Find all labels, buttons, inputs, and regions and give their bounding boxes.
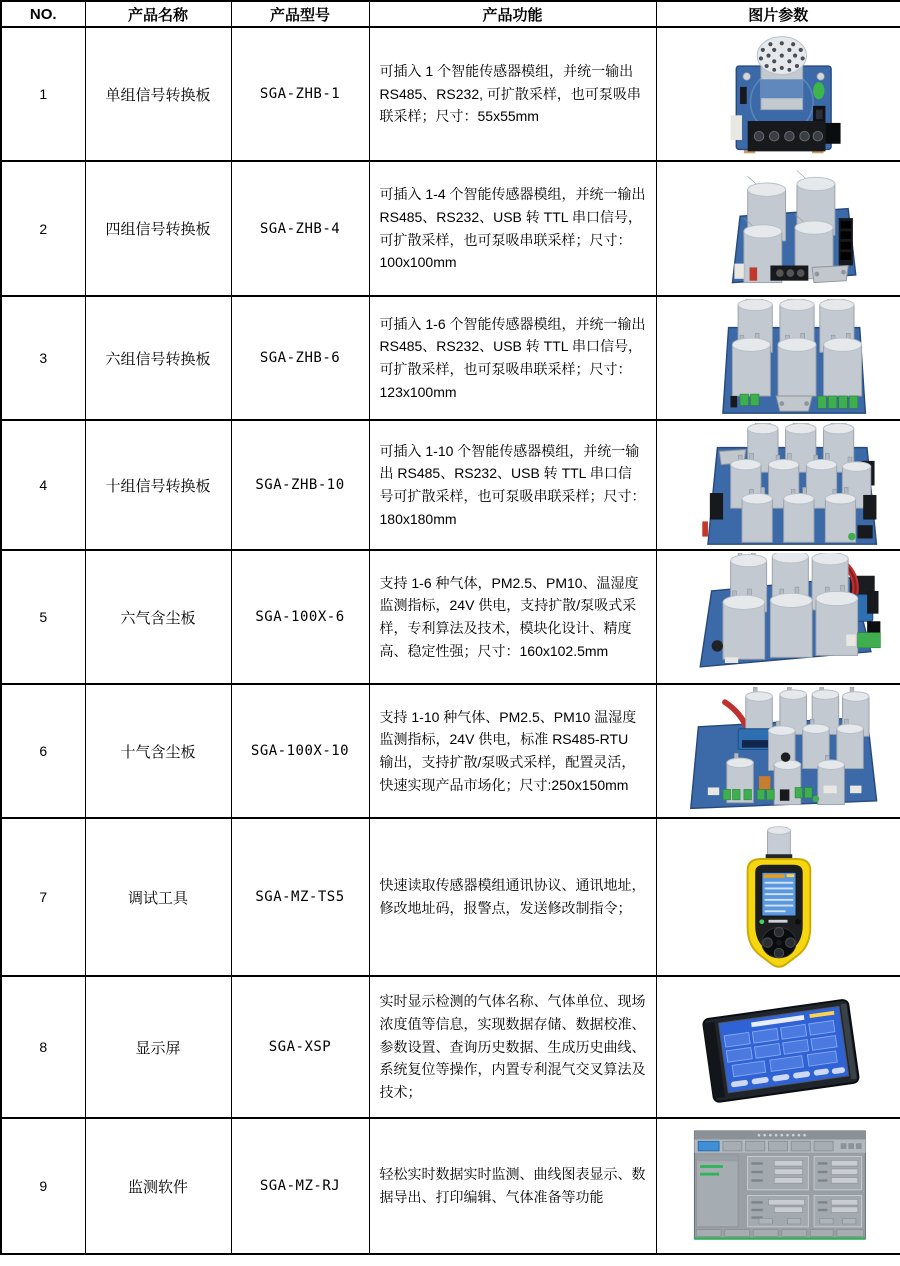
four-signal-converter-board-photo: [664, 165, 892, 293]
table-row: [1, 420, 900, 550]
product-function: 可插入 1-6 个智能传感器模组，并统一输出 RS485、RS232、USB 转 TTL 串口信号，可扩散采样，也可泵吸串联采样；尺寸：123x100mm: [369, 296, 656, 420]
row-number: 1: [1, 27, 85, 161]
product-photo-cell: [656, 420, 900, 550]
row-number: 9: [1, 1118, 85, 1254]
product-function: 可插入 1 个智能传感器模组，并统一输出 RS485、RS232, 可扩散采样，也可泵吸串联采样；尺寸：55x55mm: [369, 27, 656, 161]
product-photo-cell: [656, 1118, 900, 1254]
product-photo-cell: [656, 296, 900, 420]
product-model: SGA-100X-6: [231, 550, 369, 684]
row-number: 7: [1, 818, 85, 976]
product-function: 轻松实时数据实时监测、曲线图表显示、数据导出、打印编辑、气体准备等功能: [369, 1118, 656, 1254]
monitoring-software-photo: [664, 1121, 892, 1251]
header-product-name: 产品名称: [85, 1, 231, 27]
product-name: 十组信号转换板: [85, 420, 231, 550]
row-number: 3: [1, 296, 85, 420]
product-model: SGA-ZHB-6: [231, 296, 369, 420]
product-function: 支持 1-10 种气体、PM2.5、PM10 温湿度监测指标，24V 供电，标准 RS485-RTU 输出，支持扩散/泵吸式采样，配置灵活，快速实现产品市场化；尺寸:250x150mm: [369, 684, 656, 818]
product-function: 可插入 1-4 个智能传感器模组，并统一输出 RS485、RS232、USB 转 TTL 串口信号，可扩散采样，也可泵吸串联采样；尺寸：100x100mm: [369, 161, 656, 296]
table-row: [1, 976, 900, 1118]
product-name: 四组信号转换板: [85, 161, 231, 296]
product-photo-cell: [656, 684, 900, 818]
row-number: 5: [1, 550, 85, 684]
header-product-function: 产品功能: [369, 1, 656, 27]
product-function: 实时显示检测的气体名称、气体单位、现场浓度值等信息，实现数据存储、数据校准、参数设置、查询历史数据、生成历史曲线、系统复位等操作，内置专利混气交叉算法及技术；: [369, 976, 656, 1118]
product-model: SGA-100X-10: [231, 684, 369, 818]
product-function: 支持 1-6 种气体，PM2.5、PM10、温湿度监测指标，24V 供电，支持扩散/泵吸式采样，专利算法及技术，模块化设计、精度高、稳定性强；尺寸：160x102.5mm: [369, 550, 656, 684]
header-product-model: 产品型号: [231, 1, 369, 27]
product-name: 十气含尘板: [85, 684, 231, 818]
header-image-params: 图片参数: [656, 1, 900, 27]
header-no: NO.: [1, 1, 85, 27]
table-row: [1, 161, 900, 296]
product-function: 快速读取传感器模组通讯协议、通讯地址，修改地址码，报警点，发送修改制指令；: [369, 818, 656, 976]
row-number: 4: [1, 420, 85, 550]
header-row: [1, 1, 900, 27]
product-model: SGA-XSP: [231, 976, 369, 1118]
six-signal-converter-board-photo: [664, 299, 892, 417]
six-gas-dust-board-photo: [664, 553, 892, 681]
product-photo-cell: [656, 550, 900, 684]
product-model: SGA-ZHB-10: [231, 420, 369, 550]
product-model: SGA-ZHB-4: [231, 161, 369, 296]
product-name: 监测软件: [85, 1118, 231, 1254]
product-model: SGA-MZ-RJ: [231, 1118, 369, 1254]
product-name: 六气含尘板: [85, 550, 231, 684]
table-row: [1, 684, 900, 818]
product-name: 六组信号转换板: [85, 296, 231, 420]
product-function: 可插入 1-10 个智能传感器模组，并统一输出 RS485、RS232、USB 转 TTL 串口信号可扩散采样，也可泵吸串联采样；尺寸：180x180mm: [369, 420, 656, 550]
product-photo-cell: [656, 27, 900, 161]
table-row: [1, 296, 900, 420]
ten-gas-dust-board-photo: [664, 687, 892, 815]
product-model: SGA-ZHB-1: [231, 27, 369, 161]
single-signal-converter-board-photo: [664, 30, 892, 158]
table-row: [1, 550, 900, 684]
product-model: SGA-MZ-TS5: [231, 818, 369, 976]
table-row: [1, 818, 900, 976]
handheld-debug-tool-photo: [664, 821, 892, 973]
product-name: 显示屏: [85, 976, 231, 1118]
display-screen-photo: [664, 979, 892, 1115]
product-photo-cell: [656, 818, 900, 976]
product-photo-cell: [656, 976, 900, 1118]
row-number: 8: [1, 976, 85, 1118]
table-row: [1, 1118, 900, 1254]
ten-signal-converter-board-photo: [664, 423, 892, 547]
product-name: 调试工具: [85, 818, 231, 976]
product-name: 单组信号转换板: [85, 27, 231, 161]
row-number: 6: [1, 684, 85, 818]
row-number: 2: [1, 161, 85, 296]
product-photo-cell: [656, 161, 900, 296]
table-row: [1, 27, 900, 161]
